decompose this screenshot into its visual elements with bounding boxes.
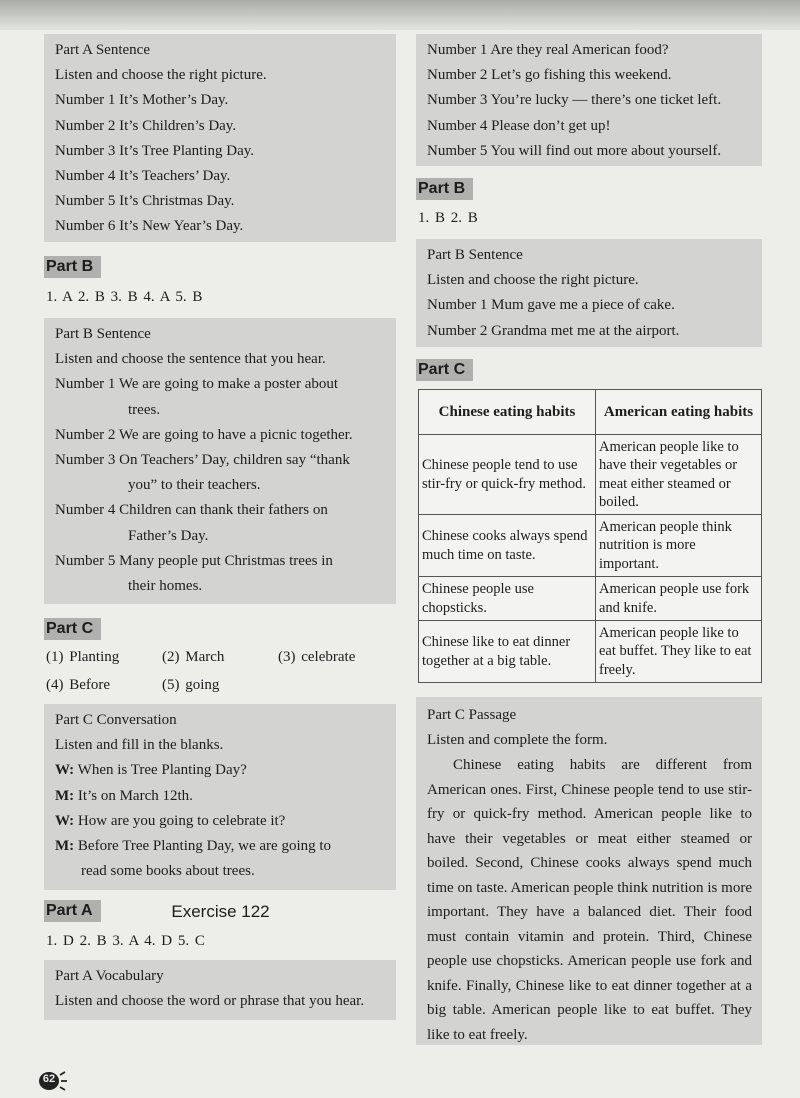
list-item: Number 2 Let’s go fishing this weekend. [427,67,672,84]
box-title: Part C Passage [427,707,517,723]
column-header: Chinese eating habits [419,390,596,435]
part-c-answers [46,646,396,696]
list-item: Number 3 On Teachers’ Day, children say “thank [55,452,350,469]
part-c-heading: Part C [416,359,473,381]
list-item: Number 5 Many people put Christmas trees in [55,552,333,569]
table-cell: American people like to eat buffet. They like to eat freely. [596,621,762,683]
number-list-box [416,34,762,166]
part-b-heading: Part B [416,178,473,200]
list-item-cont: trees. [128,401,161,418]
answer: (5) going [162,677,220,693]
dialogue-cont: read some books about trees. [81,863,255,880]
list-item: Number 4 Children can thank their fathers on [55,502,328,519]
top-edge-band [0,0,800,30]
eating-habits-table [418,389,762,683]
answer: (4) Before [46,677,111,693]
table-cell: American people think nutrition is more important. [596,515,762,577]
table-cell: American people like to have their vegetables or meat either steamed or boiled. [596,435,762,515]
list-item: Number 2 It’s Children’s Day. [55,117,237,134]
list-item: Number 4 It’s Teachers’ Day. [55,168,231,185]
table-cell: Chinese people tend to use stir-fry or quick-fry method. [419,435,596,515]
column-header: American eating habits [596,390,762,435]
list-item: Number 1 Mum gave me a piece of cake. [427,297,675,314]
table-header-row [419,390,762,435]
box-title: Part B Sentence [427,247,523,263]
table-row [419,577,762,621]
dialogue-line: W: How are you going to celebrate it? [55,812,286,829]
table-cell: Chinese like to eat dinner together at a big table. [419,621,596,683]
answer: (2) March [162,649,225,665]
instruction: Listen and choose the right picture. [55,67,267,84]
box-title: Part A Vocabulary [55,968,164,984]
list-item: Number 1 It’s Mother’s Day. [55,92,229,109]
part-a-heading: Part A [44,900,101,922]
box-title: Part C Conversation [55,712,177,728]
table-row [419,435,762,515]
part-c-passage-box [416,697,762,1045]
list-item: Number 3 It’s Tree Planting Day. [55,142,255,159]
dialogue-line: M: Before Tree Planting Day, we are going to [55,838,332,855]
part-a-answers: 1. D 2. B 3. A 4. D 5. C [46,933,205,949]
instruction: Listen and complete the form. [427,732,608,749]
list-item: Listen and choose the right picture. [427,272,639,289]
page-number-badge [38,1070,68,1092]
left-column [44,34,396,1020]
list-item: Number 1 We are going to make a poster about [55,376,339,393]
list-item: Number 5 It’s Christmas Day. [55,193,235,210]
part-b-answers: 1. B 2. B [418,210,478,226]
list-item: Number 3 You’re lucky — there’s one ticket left. [427,92,722,109]
list-item: Number 2 Grandma met me at the airport. [427,322,680,339]
list-item: Number 4 Please don’t get up! [427,117,611,134]
dialogue-line: M: It’s on March 12th. [55,787,193,804]
list-item: Number 5 You will find out more about yourself. [427,142,722,159]
exercise-title: Exercise 122 [171,902,270,922]
part-b-heading: Part B [44,256,101,278]
list-item: Number 2 We are going to have a picnic together. [55,426,353,443]
table-cell: Chinese cooks always spend much time on taste. [419,515,596,577]
answer [278,674,388,696]
table-cell: Chinese people use chopsticks. [419,577,596,621]
dialogue-line: W: When is Tree Planting Day? [55,762,247,779]
part-b-sentence-box [44,318,396,604]
table-row [419,621,762,683]
page-number: 62 [42,1073,56,1085]
right-column [416,34,762,1045]
part-b-answers: 1. A 2. B 3. B 4. A 5. B [46,289,203,305]
instruction: Listen and choose the word or phrase that you hear. [55,993,365,1010]
table-cell: American people use fork and knife. [596,577,762,621]
list-item: Number 1 Are they real American food? [427,42,669,58]
part-a-sentence-box [44,34,396,242]
instruction: Listen and choose the sentence that you hear. [55,351,326,368]
list-item-cont: you” to their teachers. [128,477,261,494]
instruction: Listen and fill in the blanks. [55,737,224,754]
answer: (3) celebrate [278,649,356,665]
list-item-cont: their homes. [128,578,203,595]
answer: (1) Planting [46,649,120,665]
part-c-heading: Part C [44,618,101,640]
box-title: Part B Sentence [55,326,151,342]
list-item: Number 6 It’s New Year’s Day. [55,218,244,235]
list-item-cont: Father’s Day. [128,527,209,544]
box-title: Part A Sentence [55,42,150,58]
part-a-vocabulary-box [44,960,396,1020]
part-b-sentence-box [416,239,762,347]
passage-text: Chinese eating habits are different from American ones. First, Chinese people tend to use stir-fry or quick-fry method. American people like to have their vegetables or meat either steamed or boiled. Second, Chinese cooks always spend much time on taste. American people think nutrition is more important. They have a balanced diet. Their food must contain vitamin and protein. Third, Chinese people use chopsticks. American people use fork and knife. Finally, Chinese like to eat dinner together at a big table. American people like to eat buffet. They like to eat freely. [427,757,752,1043]
table-row [419,515,762,577]
